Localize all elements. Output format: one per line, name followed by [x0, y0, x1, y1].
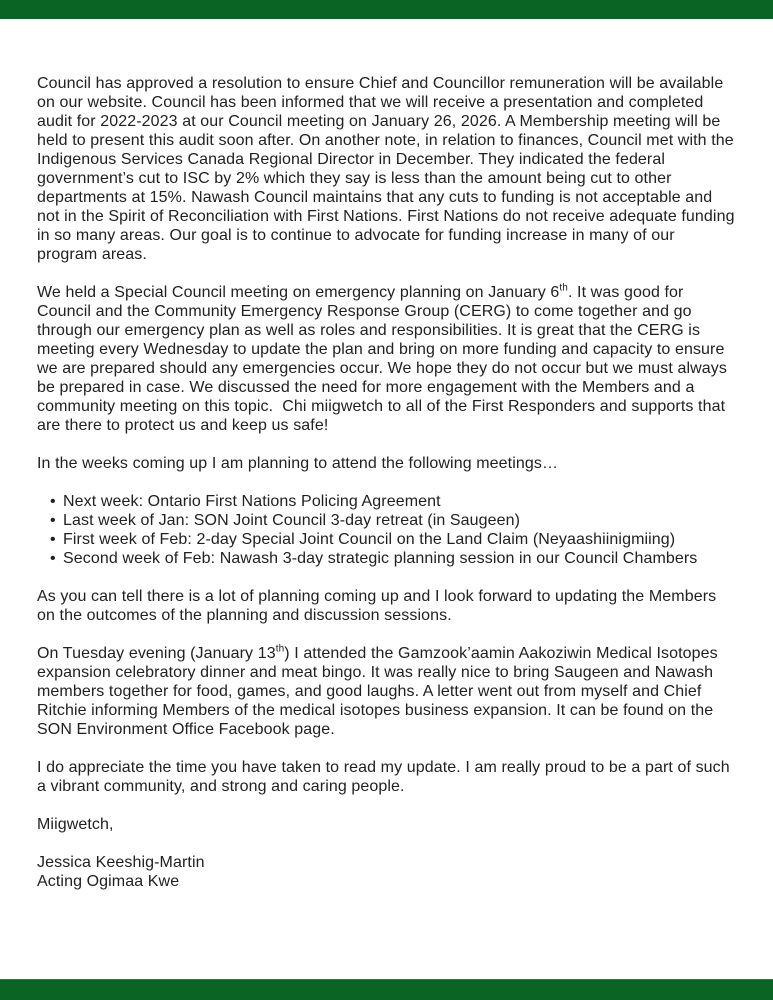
paragraph-medical-isotopes	[37, 644, 737, 739]
signature-name: Jessica Keeshig-Martin	[37, 854, 205, 871]
paragraph-text: I do appreciate the time you have taken to read my update. I am really proud to be a part of such a vibrant community, and strong and caring people.	[37, 759, 735, 795]
ordinal-superscript: th	[275, 643, 285, 655]
paragraph-text: ) I attended the Gamzook’aamin Aakoziwin Medical Isotopes expansion celebratory dinner and meat bingo. It was really nice to bring Saugeen and Nawash members together for food, games, and good laughs. A letter went out from myself and Chief Ritchie informing Members of the medical isotopes business expansion. It can be found on the SON Environment Office Facebook page.	[37, 645, 723, 738]
closing-salutation	[37, 815, 737, 834]
paragraph-text: On Tuesday evening (January 13	[37, 645, 276, 662]
paragraph-upcoming-meetings-intro	[37, 454, 737, 473]
list-item: • Last week of Jan: SON Joint Council 3-day retreat (in Saugeen)	[50, 511, 737, 530]
list-item: • First week of Feb: 2-day Special Joint Council on the Land Claim (Neyaashiinigmiing)	[50, 530, 737, 549]
list-item: • Next week: Ontario First Nations Policing Agreement	[50, 492, 737, 511]
paragraph-appreciation	[37, 758, 737, 796]
top-green-bar	[0, 0, 773, 19]
paragraph-planning-outlook	[37, 587, 737, 625]
paragraph-text: Council has approved a resolution to ensure Chief and Councillor remuneration will be available on our website. Council has been informed that we will receive a presentation and completed audit for 2022-2023 at our Council meeting on January 26, 2026. A Membership meeting will be held to present this audit soon after. On another note, in relation to finances, Council met with the Indigenous Services Canada Regional Director in December. They indicated the federal government’s cut to ISC by 2% which they say is less than the amount being cut to other departments at 15%. Nawash Council maintains that any cuts to funding is not acceptable and not in the Spirit of Reconciliation with First Nations. First Nations do not receive adequate funding in so many areas. Our goal is to continue to advocate for funding increase in many of our program areas.	[37, 75, 740, 263]
meetings-list	[37, 492, 737, 568]
letter-body	[37, 74, 740, 891]
list-item: • Second week of Feb: Nawash 3-day strategic planning session in our Council Chambers	[50, 549, 737, 568]
paragraph-text: We held a Special Council meeting on emergency planning on January 6	[37, 284, 560, 301]
ordinal-superscript: th	[559, 282, 568, 294]
paragraph-emergency-planning	[37, 283, 737, 435]
paragraph-text: In the weeks coming up I am planning to attend the following meetings…	[37, 455, 559, 472]
paragraph-text: As you can tell there is a lot of planning coming up and I look forward to updating the Members on the outcomes of the planning and discussion sessions.	[37, 588, 721, 624]
paragraph-finances-update	[37, 74, 740, 264]
paragraph-text: . It was good for Council and the Community Emergency Response Group (CERG) to come together and go through our emergency plan as well as roles and responsibilities. It is great that the CERG is meeting every Wednesday to update the plan and bring on more funding and capacity to ensure we are prepared should any emergencies occur. We hope they do not occur but we must always be prepared in case. We discussed the need for more engagement with the Members and a community meeting on this topic. Chi miigwetch to all of the First Responders and supports that are there to protect us and keep us safe!	[37, 284, 732, 434]
signature-block	[37, 853, 737, 891]
signature-title: Acting Ogimaa Kwe	[37, 873, 180, 890]
bottom-green-bar	[0, 979, 773, 1000]
closing-text: Miigwetch,	[37, 816, 114, 833]
